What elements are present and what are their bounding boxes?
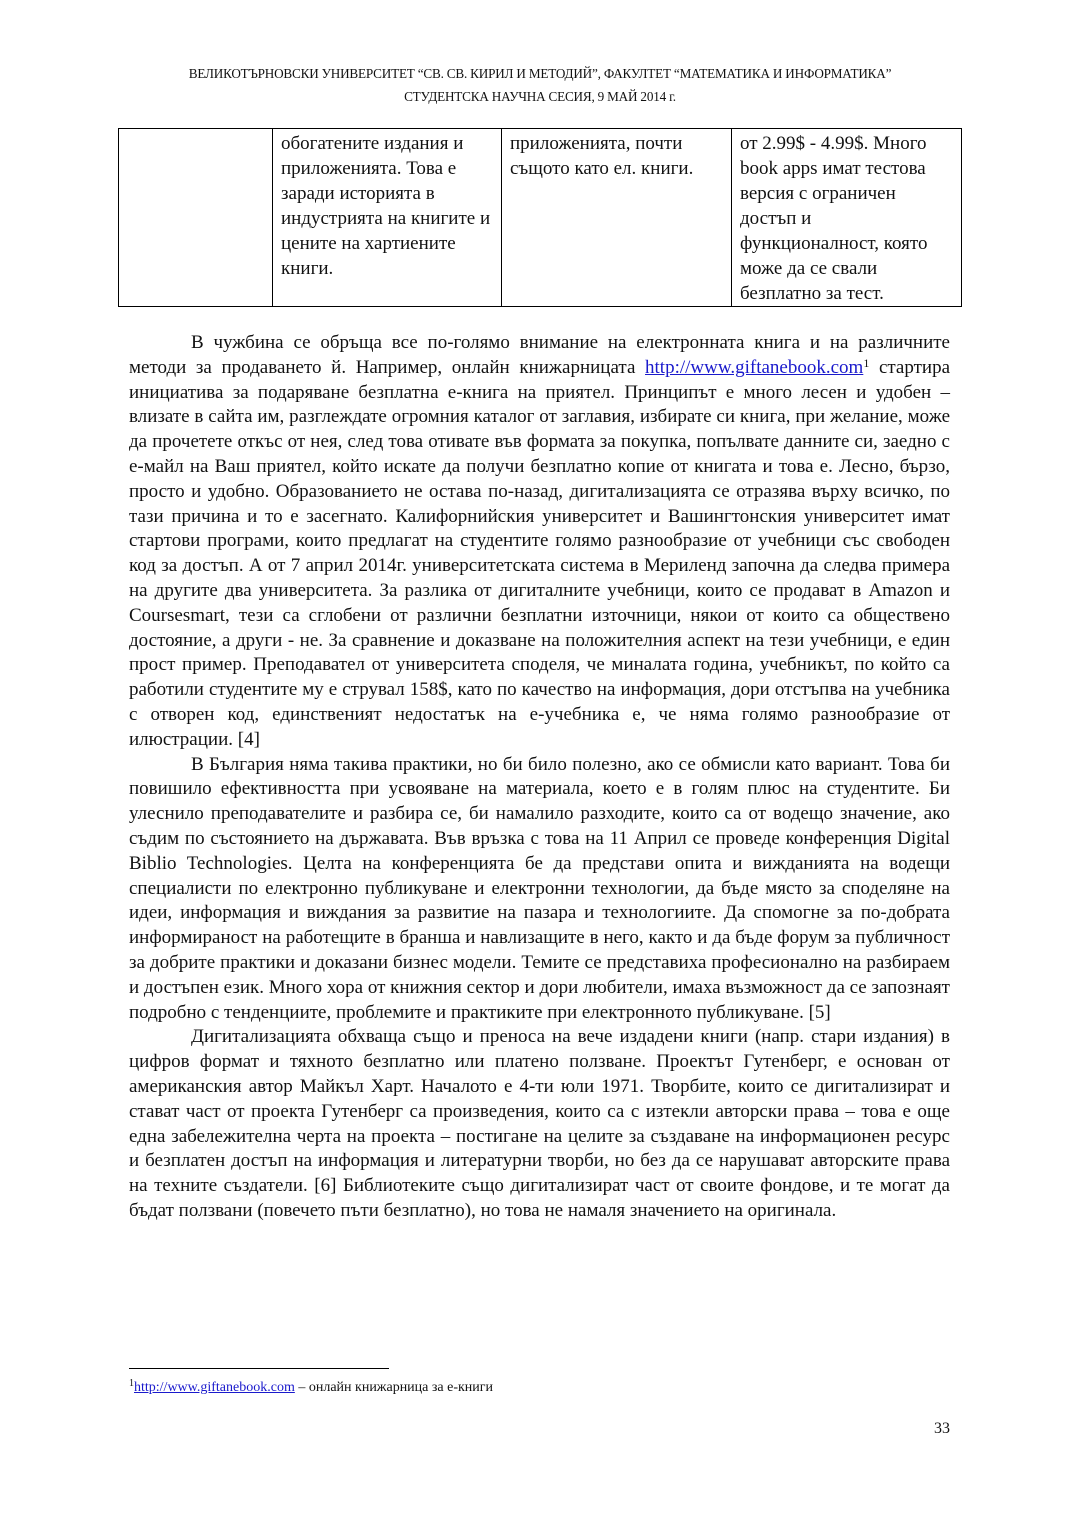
paragraph-1 xyxy=(129,331,950,753)
header-line-1: ВЕЛИКОТЪРНОВСКИ УНИВЕРСИТЕТ “СВ. СВ. КИРИЛ И МЕТОДИЙ”, ФАКУЛТЕТ “МАТЕМАТИКА И ИНФОРМАТИКА” xyxy=(188,66,892,81)
table-cell: приложенията, почти същото като ел. книги. xyxy=(502,129,732,307)
paragraph-3: Дигитализацията обхваща също и преноса на вече издадени книги (напр. стари издания) в цифров формат и тяхното безплатно или платено ползване. Проектът Гутенберг, е основан от американския автор Майкъл Харт. Началото е 4-ти юли 1971. Творбите, които се дигитализират и стават част от проекта Гутенберг са произведения, които са с изтекли авторски права – това е още една забележителна черта на проекта – постигане на целите за създаване на информационен ресурс и безплатен достъп на информация и литературни творби, но без да се нарушават авторските права на техните създатели. [6] Библиотеките също дигитализират част от своите фондове, и те могат да бъдат ползвани (повечето пъти безплатно), но това не намаля значението на оригинала. xyxy=(129,1026,950,1221)
footnote-separator xyxy=(129,1368,389,1369)
footnote xyxy=(129,1378,493,1398)
footnote-text: – онлайн книжарница за е-книги xyxy=(294,1380,494,1395)
page-header xyxy=(0,62,1080,108)
giftanebook-link[interactable]: http://www.giftanebook.com xyxy=(645,356,864,378)
table-row xyxy=(119,129,962,307)
footnote-number: 1 xyxy=(129,1378,134,1389)
table-cell xyxy=(119,129,273,307)
footnote-link[interactable]: http://www.giftanebook.com xyxy=(134,1380,295,1395)
paragraph-1-start: В чужбина се обръща все по-голямо внимание на електронната книга и на различните методи за продаването й. Например, онлайн книжарницата xyxy=(129,332,950,378)
header-line-2: СТУДЕНТСКА НАУЧНА СЕСИЯ, 9 МАЙ 2014 г. xyxy=(404,89,676,104)
paragraph-2: В България няма такива практики, но би било полезно, ако се обмисли като вариант. Това би повишило ефективността при усвояване на материала, което е в голям плюс на студентите. Би улеснило преподавателите и разбира се, би намалило разходите, които са от водещо значение, ако съдим по състоянието на държавата. Във връзка с това на 11 Април се проведе конференция Digital Biblio Technologies. Целта на конференцията бе да представи опита и вижданията на водещи специалисти по електронно публикуване и електронни технологии, да бъде място за споделяне на идеи, информация и виждания за развитие на пазара и технологиите. Да спомогне за по-добрата информираност на работещите в бранша и навлизащите в него, както и да бъде форум за публичност за добрите практики и доказани бизнес модели. Темите се представиха професионално на разбираем и достъпен език. Много хора от книжния сектор и дори любители, имаха възможност да се запознаят подробно с тенденциите, проблемите и практиките при електронното публикуване. [5] xyxy=(129,753,950,1023)
page-number: 33 xyxy=(934,1420,950,1437)
table-cell: обогатените издания и приложенията. Това е заради историята в индустрията на книгите и цените на хартиените книги. xyxy=(273,129,502,307)
continued-table xyxy=(118,128,962,307)
paragraph-1-rest: стартира инициатива за подаряване безплатна е-книга на приятел. Принципът е много лесен и удобен – влизате в сайта им, разглеждате огромния каталог от заглавия, избирате си книга, при желание, може да прочетете откъс от нея, след това отивате във формата за покупка, попълвате данните си, заедно с е-майл на Ваш приятел, който искате да получи безплатно копие от книгата и това е. Лесно, бързо, просто и удобно. Образованието не остава по-назад, дигитализацията се отразява върху всичко, по тази причина и то е засегнато. Калифорнийския университет и Вашингтонския университет имат стартови програми, които предлагат на студентите голямо разнообразие от учебници със свободен код за достъп. А от 7 април 2014г. университетската система в Мериленд започна да следва примера на другите два университета. За разлика от дигиталните учебници, които се продават в Amazon и Coursesmart, тези са сглобени от различни безплатни източници, някои от които са обществено достояние, а други - не. За сравнение и доказване на положителния аспект на тези учебници, е един прост пример. Преподавател от университета споделя, че миналата година, учебникът, по който са работили студентите му е струвал 158$, като по качество на информация, дори отстъпва на учебника с отворен код, единственият недостатък на е-учебника е, че няма голямо разнообразие от илюстрации. [4] xyxy=(129,356,950,750)
table-cell: от 2.99$ - 4.99$. Много book apps имат тестова версия с ограничен достъп и функционалност, която може да се свали безплатно за тест. xyxy=(732,129,962,307)
body-text xyxy=(129,331,950,1224)
footnote-ref[interactable]: 1 xyxy=(863,355,870,370)
